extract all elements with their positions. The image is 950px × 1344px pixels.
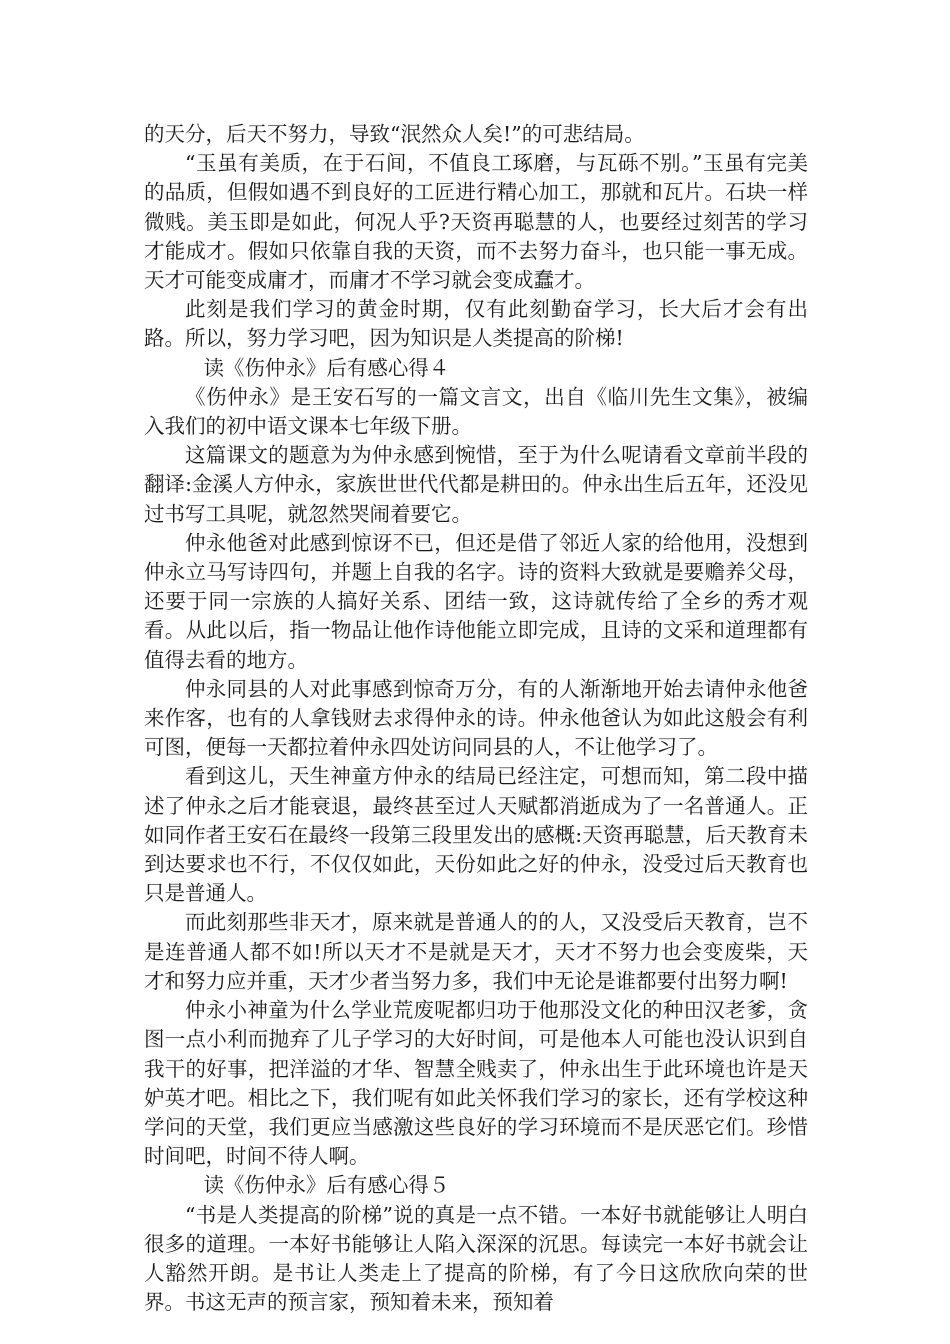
paragraph: 仲永他爸对此感到惊讶不已，但还是借了邻近人家的给他用，没想到仲永立马写诗四句，并题上自我的名字。诗的资料大致就是要赡养父母，还要于同一宗族的人搞好关系、团结一致，这诗就传给了全乡的秀才观看。从此以后，指一物品让他作诗他能立即完成，且诗的文采和道理都有值得去看的地方。	[144, 530, 808, 672]
paragraph: 仲永同县的人对此事感到惊奇万分，有的人渐渐地开始去请仲永他爸来作客，也有的人拿钱财去求得仲永的诗。仲永他爸认为如此这般会有利可图，便每一天都拉着仲永四处访问同县的人，不让他学习了。	[144, 676, 808, 760]
paragraph: 看到这儿，天生神童方仲永的结局已经注定，可想而知，第二段中描述了仲永之后才能衰退，最终甚至过人天赋都消逝成为了一名普通人。正如同作者王安石在最终一段第三段里发出的感概:天资再聪慧，后天教育未到达要求也不行，不仅仅如此，天份如此之好的仲永，没受过后天教育也只是普通人。	[144, 764, 808, 906]
section-heading: 读《伤仲永》后有感心得４	[203, 355, 450, 380]
document-body	[144, 120, 808, 1317]
paragraph: 仲永小神童为什么学业荒废呢都归功于他那没文化的种田汉老爹，贪图一点小利而抛弃了儿子学习的大好时间，可是他本人可能也没认识到自我干的好事，把洋溢的才华、智慧全贱卖了，仲永出生于此环境也许是天妒英才吧。相比之下，我们呢有如此关怀我们学习的家长，还有学校这种学问的天堂，我们更应当感激这些良好的学习环境而不是厌恶它们。珍惜时间吧，时间不待人啊。	[144, 998, 808, 1169]
paragraph: 这篇课文的题意为为仲永感到惋惜，至于为什么呢请看文章前半段的翻译:金溪人方仲永，家族世世代代都是耕田的。仲永出生后五年，还没见过书写工具呢，就忽然哭闹着要它。	[144, 443, 808, 526]
paragraph: “玉虽有美质，在于石间，不值良工琢磨，与瓦砾不别。”玉虽有完美的品质，但假如遇不到良好的工匠进行精心加工，那就和瓦片。石块一样微贱。美玉即是如此，何况人乎?天资再聪慧的人，也要经过刻苦的学习才能成才。假如只依靠自我的天资，而不去努力奋斗，也只能一事无成。天才可能变成庸才，而庸才不学习就会变成蠢才。	[144, 151, 808, 293]
paragraph: “书是人类提高的阶梯”说的真是一点不错。一本好书就能够让人明白很多的道理。一本好书能够让人陷入深深的沉思。每读完一本好书就会让人豁然开朗。是书让人类走上了提高的阶梯，有了今日这欣欣向荣的世界。书这无声的预言家，预知着未来，预知着	[144, 1202, 808, 1315]
section-heading: 读《伤仲永》后有感心得５	[203, 1173, 450, 1198]
paragraph: 此刻是我们学习的黄金时期，仅有此刻勤奋学习，长大后才会有出路。所以，努力学习吧，因为知识是人类提高的阶梯!	[144, 297, 808, 351]
paragraph: 《伤仲永》是王安石写的一篇文言文，出自《临川先生文集》，被编入我们的初中语文课本七年级下册。	[144, 384, 808, 439]
paragraph: 而此刻那些非天才，原来就是普通人的的人，又没受后天教育，岂不是连普通人都不如!所以天才不是就是天才，天才不努力也会变废柴，天才和努力应并重，天才少者当努力多，我们中无论是谁都要付出努力啊!	[144, 910, 808, 993]
paragraph: 的天分，后天不努力，导致“泯然众人矣!”的可悲结局。	[144, 122, 645, 146]
